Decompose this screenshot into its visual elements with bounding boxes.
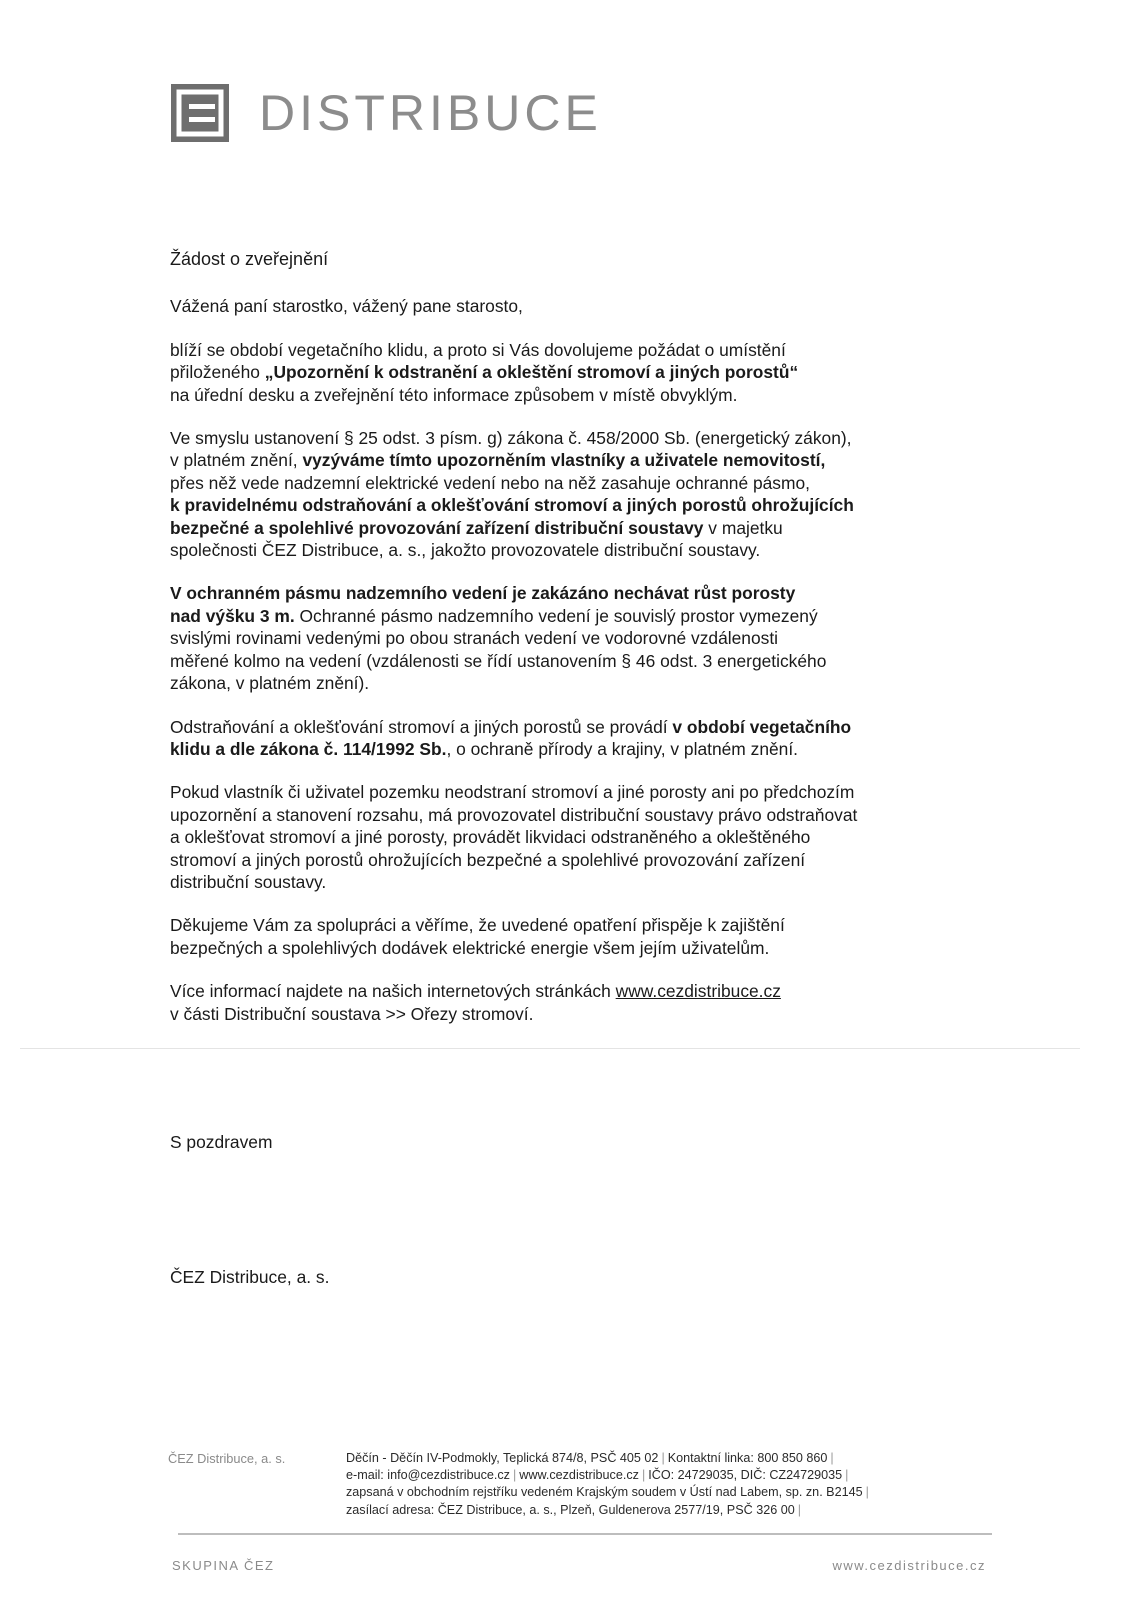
text-line: distribuční soustavy. <box>170 871 327 892</box>
company-logo <box>171 84 602 142</box>
footer-line: Děčín - Děčín IV-Podmokly, Teplická 874/8, PSČ 405 02 | Kontaktní linka: 800 850 860 | <box>346 1451 834 1465</box>
text-line: měřené kolmo na vedení (vzdálenosti se řídí ustanovením § 46 odst. 3 energetického <box>170 650 827 671</box>
text-line: přes něž vede nadzemní elektrické vedení nebo na něž zasahuje ochranné pásmo, <box>170 472 810 493</box>
notice-title: „Upozornění k odstranění a okleštění stromoví a jiných porostů“ <box>264 362 799 383</box>
paragraph-request <box>170 339 990 406</box>
text-line: zákona, v platném znění). <box>170 673 370 694</box>
paragraph-legal-basis <box>170 427 990 561</box>
text-line: Více informací najdete na našich internetových stránkách www.cezdistribuce.cz <box>170 981 781 1002</box>
text-line: upozornění a stanovení rozsahu, má provozovatel distribuční soustavy právo odstraňovat <box>170 804 858 825</box>
paragraph-enforcement <box>170 781 990 893</box>
footer-line: zapsaná v obchodním rejstříku vedeném Krajským soudem v Ústí nad Labem, sp. zn. B2145 | <box>346 1485 869 1500</box>
logo-wordmark: DISTRIBUCE <box>259 85 602 141</box>
text-line: na úřední desku a zveřejnění této informace způsobem v místě obvyklým. <box>170 384 738 405</box>
website-link[interactable]: www.cezdistribuce.cz <box>615 981 781 1002</box>
text-line: bezpečné a spolehlivé provozování zařízení distribuční soustavy v majetku <box>170 517 783 538</box>
text-line: v části Distribuční soustava >> Ořezy stromoví. <box>170 1003 534 1024</box>
paragraph-more-info <box>170 980 990 1025</box>
signature-company: ČEZ Distribuce, a. s. <box>170 1267 330 1287</box>
paragraph-protection-zone <box>170 582 990 694</box>
text-line: Pokud vlastník či uživatel pozemku neodstraní stromoví a jiné porosty ani po předchozím <box>170 782 855 803</box>
text-line: k pravidelnému odstraňování a oklešťování stromoví a jiných porostů ohrožujících <box>170 495 854 516</box>
group-label: SKUPINA ČEZ <box>172 1558 275 1573</box>
text-line: blíží se období vegetačního klidu, a proto si Vás dovolujeme požádat o umístění <box>170 339 786 360</box>
footer-divider <box>178 1533 992 1535</box>
text-line: stromoví a jiných porostů ohrožujících bezpečné a spolehlivé provozování zařízení <box>170 849 806 870</box>
text-line: klidu a dle zákona č. 114/1992 Sb., o ochraně přírody a krajiny, v platném znění. <box>170 738 799 759</box>
salutation: Vážená paní starostko, vážený pane starosto, <box>170 296 523 317</box>
footer-company-name: ČEZ Distribuce, a. s. <box>168 1451 286 1466</box>
closing-greeting: S pozdravem <box>170 1132 273 1152</box>
text-line: přiloženého „Upozornění k odstranění a okleštění stromoví a jiných porostů“ <box>170 362 799 383</box>
paragraph-thanks <box>170 914 990 959</box>
text-line: nad výšku 3 m. Ochranné pásmo nadzemního vedení je souvislý prostor vymezený <box>170 605 818 626</box>
text-line: V ochranném pásmu nadzemního vedení je zakázáno nechávat růst porosty <box>170 583 796 604</box>
text-line: Odstraňování a oklešťování stromoví a jiných porostů se provádí v období vegetačního <box>170 716 852 737</box>
footer-website: www.cezdistribuce.cz <box>832 1558 986 1573</box>
text-line: Děkujeme Vám za spolupráci a věříme, že uvedené opatření přispěje k zajištění <box>170 915 785 936</box>
footer-details <box>346 1450 996 1519</box>
text-line: společnosti ČEZ Distribuce, a. s., jakožto provozovatele distribuční soustavy. <box>170 540 761 561</box>
scan-artifact-line <box>20 1048 1080 1049</box>
cez-logo-icon <box>171 84 229 142</box>
text-line: Ve smyslu ustanovení § 25 odst. 3 písm. g) zákona č. 458/2000 Sb. (energetický zákon), <box>170 428 852 449</box>
footer-line: zasílací adresa: ČEZ Distribuce, a. s., Plzeň, Guldenerova 2577/19, PSČ 326 00 | <box>346 1502 801 1517</box>
text-line: svislými rovinami vedenými po obou stranách vedení ve vodorovné vzdálenosti <box>170 628 779 649</box>
letter-body <box>170 248 990 1046</box>
paragraph-timing <box>170 716 990 761</box>
letter-heading: Žádost o zveřejnění <box>170 249 329 269</box>
text-line: bezpečných a spolehlivých dodávek elektrické energie všem jejím uživatelům. <box>170 937 770 958</box>
text-line: a oklešťovat stromoví a jiné porosty, provádět likvidaci odstraněného a okleštěného <box>170 827 811 848</box>
footer-line: e-mail: info@cezdistribuce.cz | www.cezdistribuce.cz | IČO: 24729035, DIČ: CZ24729035 | <box>346 1468 849 1483</box>
text-line: v platném znění, vyzýváme tímto upozorněním vlastníky a uživatele nemovitostí, <box>170 450 826 471</box>
